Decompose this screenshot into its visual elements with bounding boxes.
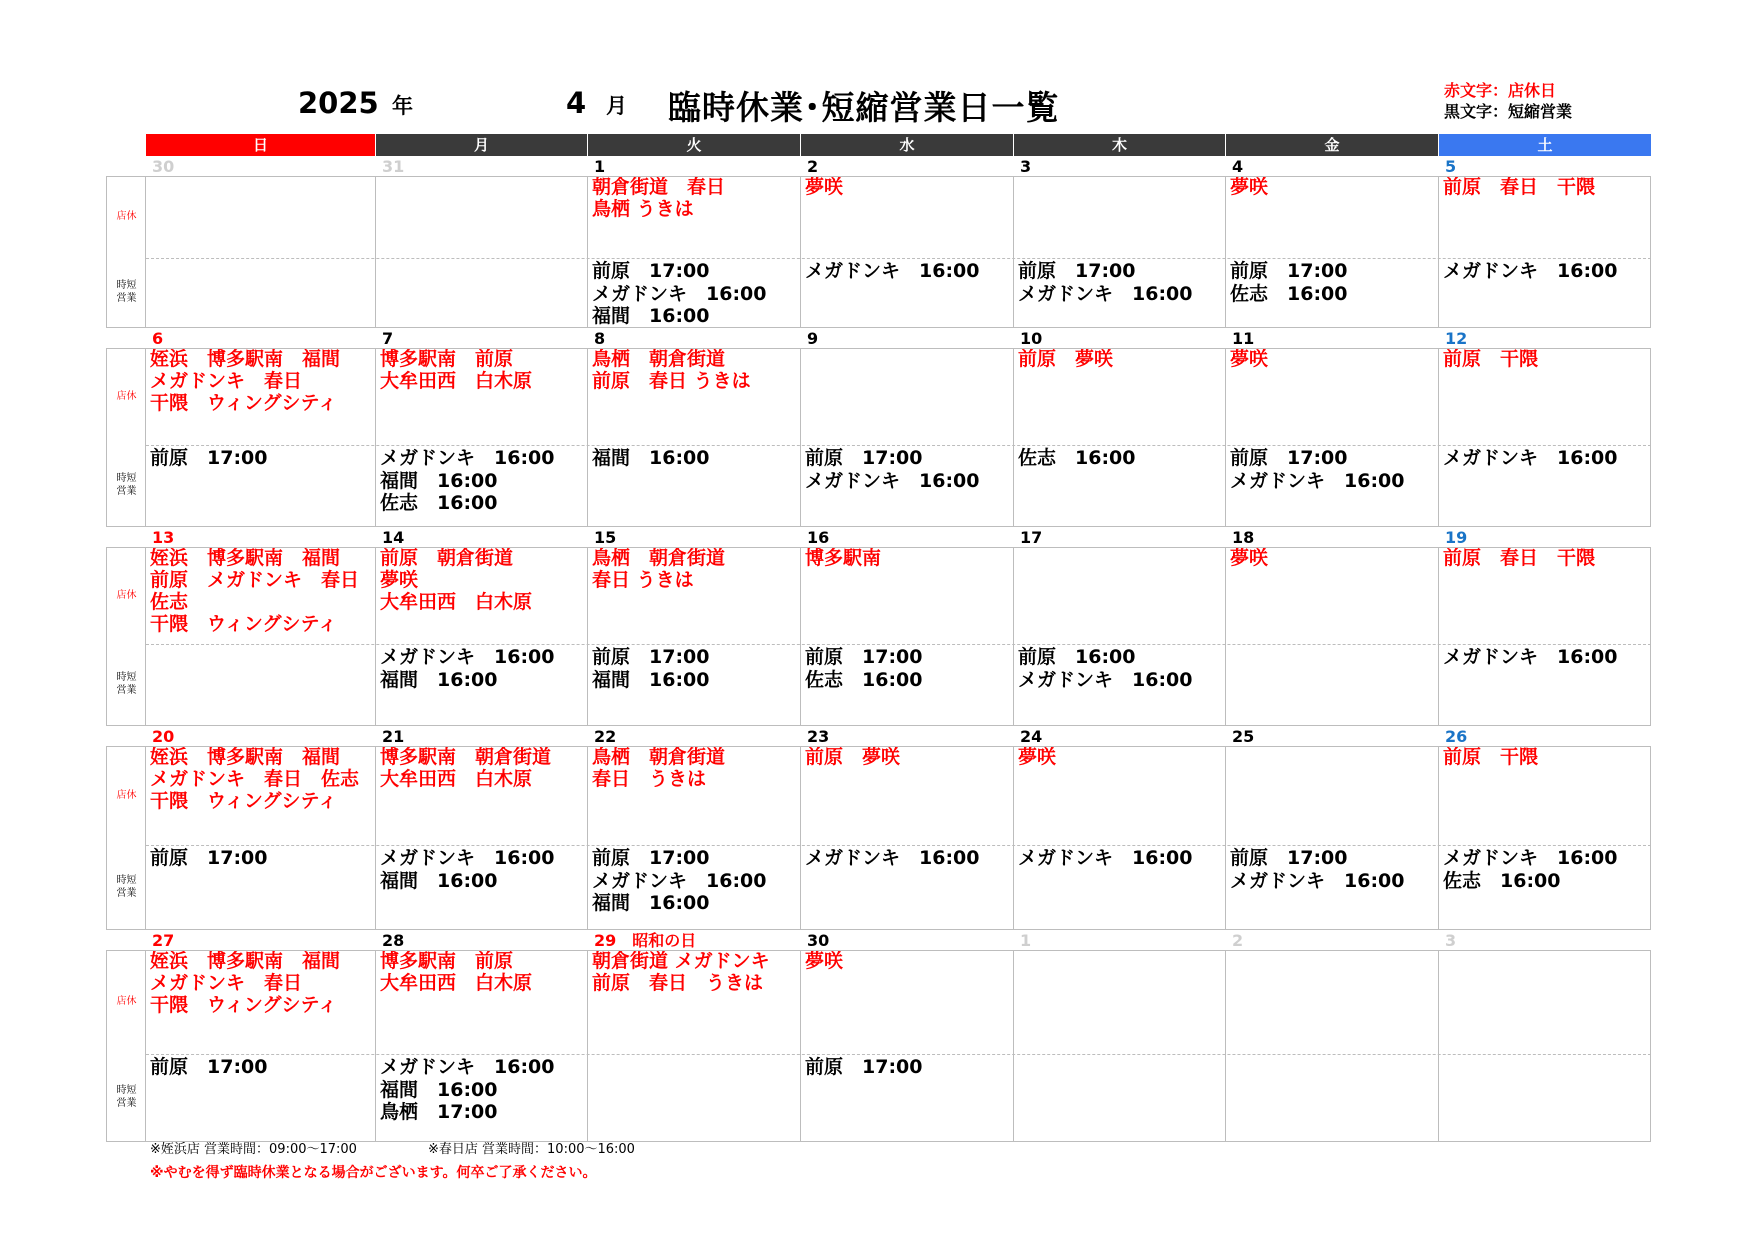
day-number: 27 [152,931,175,950]
short-hours: メガドンキ 16:00 [805,260,980,282]
day-cell [1014,528,1226,726]
weekday-sun: 日 [146,134,376,156]
closed-stores: 夢咲 [1230,547,1269,569]
weekday-tue: 火 [588,134,801,156]
closed-stores: 鳥栖 朝倉街道 春日 うきは [592,547,726,591]
day-number: 11 [1232,329,1255,348]
row-label-short [107,671,146,697]
short-hours: 前原 17:00 [150,847,268,869]
day-number: 1 [1020,931,1032,950]
day-number: 23 [807,727,830,746]
closed-stores: 前原 春日 干隈 [1443,547,1596,569]
grid-dashed-line [146,644,1651,645]
day-number: 20 [152,727,175,746]
day-cell [1226,727,1439,930]
day-cell [801,727,1014,930]
short-hours: メガドンキ 16:00 [1018,847,1193,869]
row-label-closed: 店休 [116,996,137,1007]
week-row [106,156,1651,328]
short-hours: メガドンキ 16:00 福間 16:00 [380,646,555,691]
grid-line [106,176,1651,177]
day-number: 19 [1445,528,1468,547]
day-number: 5 [1445,157,1457,176]
title-year-suffix: 年 [392,94,413,118]
row-label-column [106,176,146,328]
closed-stores: 博多駅南 [805,547,882,569]
day-cell [588,157,801,328]
row-label-short-line1: 時短 [116,280,137,291]
short-hours: 前原 17:00 メガドンキ 16:00 [1230,447,1405,492]
day-cell [146,931,376,1142]
short-hours: メガドンキ 16:00 [1443,447,1618,469]
closed-stores: 博多駅南 前原 大牟田西 白木原 [380,950,533,994]
legend-black: 黒文字：短縮営業 [1444,102,1573,121]
closed-stores: 夢咲 [1018,746,1057,768]
day-number: 29 昭和の日 [594,931,697,950]
short-hours: メガドンキ 16:00 福間 16:00 佐志 16:00 [380,447,555,514]
title-month-suffix: 月 [606,94,627,118]
day-number: 31 [382,157,405,176]
week-row [106,328,1651,527]
title-year: 2025 [298,86,379,120]
row-label-short-line1: 時短 [116,874,137,886]
grid-dashed-line [146,1054,1651,1055]
short-hours: 福間 16:00 [592,447,710,469]
short-hours: 前原 17:00 佐志 16:00 [1230,260,1348,305]
grid-line [106,547,1651,548]
day-number: 16 [807,528,830,547]
page-title: 臨時休業･短縮営業日一覧 [668,88,1060,127]
row-label-closed: 店休 [116,211,137,222]
day-number: 13 [152,528,175,547]
row-label-column [106,746,146,930]
closed-stores: 朝倉街道 春日 鳥栖 うきは [592,176,726,220]
day-number: 3 [1445,931,1457,950]
closed-stores: 姪浜 博多駅南 福間 メガドンキ 春日 干隈 ウィングシティ [150,348,341,414]
day-cell [1226,329,1439,527]
row-label-closed: 店休 [116,589,137,601]
closed-stores: 夢咲 [805,176,844,198]
day-cell [1439,157,1651,328]
legend [1444,80,1572,122]
grid-line [106,746,1651,747]
short-hours: メガドンキ 16:00 [1443,260,1618,282]
day-number: 10 [1020,329,1043,348]
day-number: 30 [152,157,175,176]
day-number: 28 [382,931,405,950]
weekday-fri: 金 [1226,134,1439,156]
closed-stores: 前原 干隈 [1443,348,1539,370]
note-kasuga-hours: ※春日店 営業時間：10:00～16:00 [428,1142,635,1157]
day-number: 26 [1445,727,1468,746]
row-label-short-line2: 営業 [116,486,137,497]
day-cell [376,528,588,726]
day-cell [801,157,1014,328]
short-hours: メガドンキ 16:00 福間 16:00 [380,847,555,892]
closed-stores: 姪浜 博多駅南 福間 前原 メガドンキ 春日 佐志 干隈 ウィングシティ [150,547,360,635]
day-number: 7 [382,329,394,348]
closed-stores: 前原 夢咲 [1018,348,1114,370]
day-cell [588,528,801,726]
day-cell [1439,931,1651,1142]
day-cell [1014,727,1226,930]
closed-stores: 姪浜 博多駅南 福間 メガドンキ 春日 佐志 干隈 ウィングシティ [150,746,360,812]
row-label-short [107,1084,146,1110]
day-number: 18 [1232,528,1255,547]
day-cell [1014,157,1226,328]
day-cell [1226,528,1439,726]
day-cell [146,329,376,527]
row-label-short [107,472,146,498]
closed-stores: 夢咲 [805,950,844,972]
row-label-short-line1: 時短 [116,672,137,683]
row-label-short-line2: 営業 [116,887,137,899]
row-label-short [107,279,146,305]
weekday-mon: 月 [376,134,588,156]
day-number: 25 [1232,727,1255,746]
short-hours: 前原 17:00 メガドンキ 16:00 [1018,260,1193,305]
row-label-short-line1: 時短 [116,473,137,484]
short-hours: 前原 17:00 佐志 16:00 [805,646,923,691]
day-number: 2 [1232,931,1244,950]
note-disclaimer: ※やむを得ず臨時休業となる場合がございます。何卒ご了承ください。 [150,1165,597,1181]
row-label-short [107,874,146,900]
day-number: 12 [1445,329,1468,348]
day-number: 6 [152,329,164,348]
weekday-header [146,134,1651,156]
grid-dashed-line [146,445,1651,446]
day-number: 17 [1020,528,1043,547]
short-hours: 前原 17:00 [150,447,268,469]
day-number: 14 [382,528,405,547]
day-cell [588,727,801,930]
day-cell [146,528,376,726]
legend-red: 赤文字：店休日 [1444,81,1557,100]
row-label-closed: 店休 [116,789,137,801]
day-cell [1226,931,1439,1142]
row-label-closed: 店休 [116,390,137,402]
day-cell [376,931,588,1142]
day-number: 2 [807,157,819,176]
short-hours: 前原 17:00 メガドンキ 16:00 福間 16:00 [592,260,767,327]
week-row [106,726,1651,930]
row-label-short-line2: 営業 [116,1098,137,1109]
closed-stores: 前原 干隈 [1443,746,1539,768]
weekday-thu: 木 [1014,134,1226,156]
closed-stores: 夢咲 [1230,348,1269,370]
short-hours: メガドンキ 16:00 福間 16:00 鳥栖 17:00 [380,1056,555,1123]
weekday-sat: 土 [1439,134,1651,156]
day-cell [801,329,1014,527]
closed-stores: 前原 朝倉街道 夢咲 大牟田西 白木原 [380,547,533,613]
day-cell [1014,931,1226,1142]
day-number: 24 [1020,727,1043,746]
day-cell [376,329,588,527]
day-cell [376,727,588,930]
day-number: 30 [807,931,830,950]
row-label-short-line2: 営業 [116,293,137,304]
day-cell [801,528,1014,726]
note-meinohama-hours: ※姪浜店 営業時間：09:00～17:00 [150,1142,357,1157]
closed-stores: 前原 夢咲 [805,746,901,768]
grid-dashed-line [146,258,1651,259]
short-hours: 前原 17:00 メガドンキ 16:00 福間 16:00 [592,847,767,914]
day-cell [801,931,1014,1142]
day-cell [588,329,801,527]
row-label-column [106,348,146,527]
day-number: 9 [807,329,819,348]
day-cell [1439,727,1651,930]
short-hours: メガドンキ 16:00 [1443,646,1618,668]
closed-stores: 夢咲 [1230,176,1269,198]
week-row [106,527,1651,726]
closed-stores: 前原 春日 干隈 [1443,176,1596,198]
closed-stores: 博多駅南 朝倉街道 大牟田西 白木原 [380,746,552,790]
short-hours: 前原 17:00 福間 16:00 [592,646,710,691]
week-row [106,930,1651,1142]
day-number: 3 [1020,157,1032,176]
day-cell [1439,528,1651,726]
closed-stores: 鳥栖 朝倉街道 前原 春日 うきは [592,348,751,392]
row-label-column [106,950,146,1142]
day-number: 4 [1232,157,1244,176]
grid-line [106,950,1651,951]
day-number: 15 [594,528,617,547]
day-cell [1014,329,1226,527]
closed-stores: 朝倉街道 メガドンキ 前原 春日 うきは [592,950,770,994]
short-hours: 前原 17:00 [805,1056,923,1078]
day-number: 22 [594,727,617,746]
day-cell [146,727,376,930]
day-cell [588,931,801,1142]
day-cell [1439,329,1651,527]
day-cell [1226,157,1439,328]
day-cell [146,157,376,328]
short-hours: メガドンキ 16:00 [805,847,980,869]
closed-stores: 博多駅南 前原 大牟田西 白木原 [380,348,533,392]
short-hours: 前原 16:00 メガドンキ 16:00 [1018,646,1193,691]
short-hours: 前原 17:00 [150,1056,268,1078]
title-month: 4 [566,86,587,120]
weekday-wed: 水 [801,134,1014,156]
day-number: 21 [382,727,405,746]
short-hours: メガドンキ 16:00 佐志 16:00 [1443,847,1618,892]
closed-stores: 鳥栖 朝倉街道 春日 うきは [592,746,726,790]
grid-line [106,348,1651,349]
short-hours: 佐志 16:00 [1018,447,1136,469]
row-label-column [106,547,146,726]
closed-stores: 姪浜 博多駅南 福間 メガドンキ 春日 干隈 ウィングシティ [150,950,341,1016]
day-number: 1 [594,157,606,176]
short-hours: 前原 17:00 メガドンキ 16:00 [1230,847,1405,892]
grid-dashed-line [146,845,1651,846]
row-label-short-line2: 営業 [116,685,137,696]
day-number: 8 [594,329,606,348]
day-cell [376,157,588,328]
row-label-short-line1: 時短 [116,1085,137,1096]
short-hours: 前原 17:00 メガドンキ 16:00 [805,447,980,492]
